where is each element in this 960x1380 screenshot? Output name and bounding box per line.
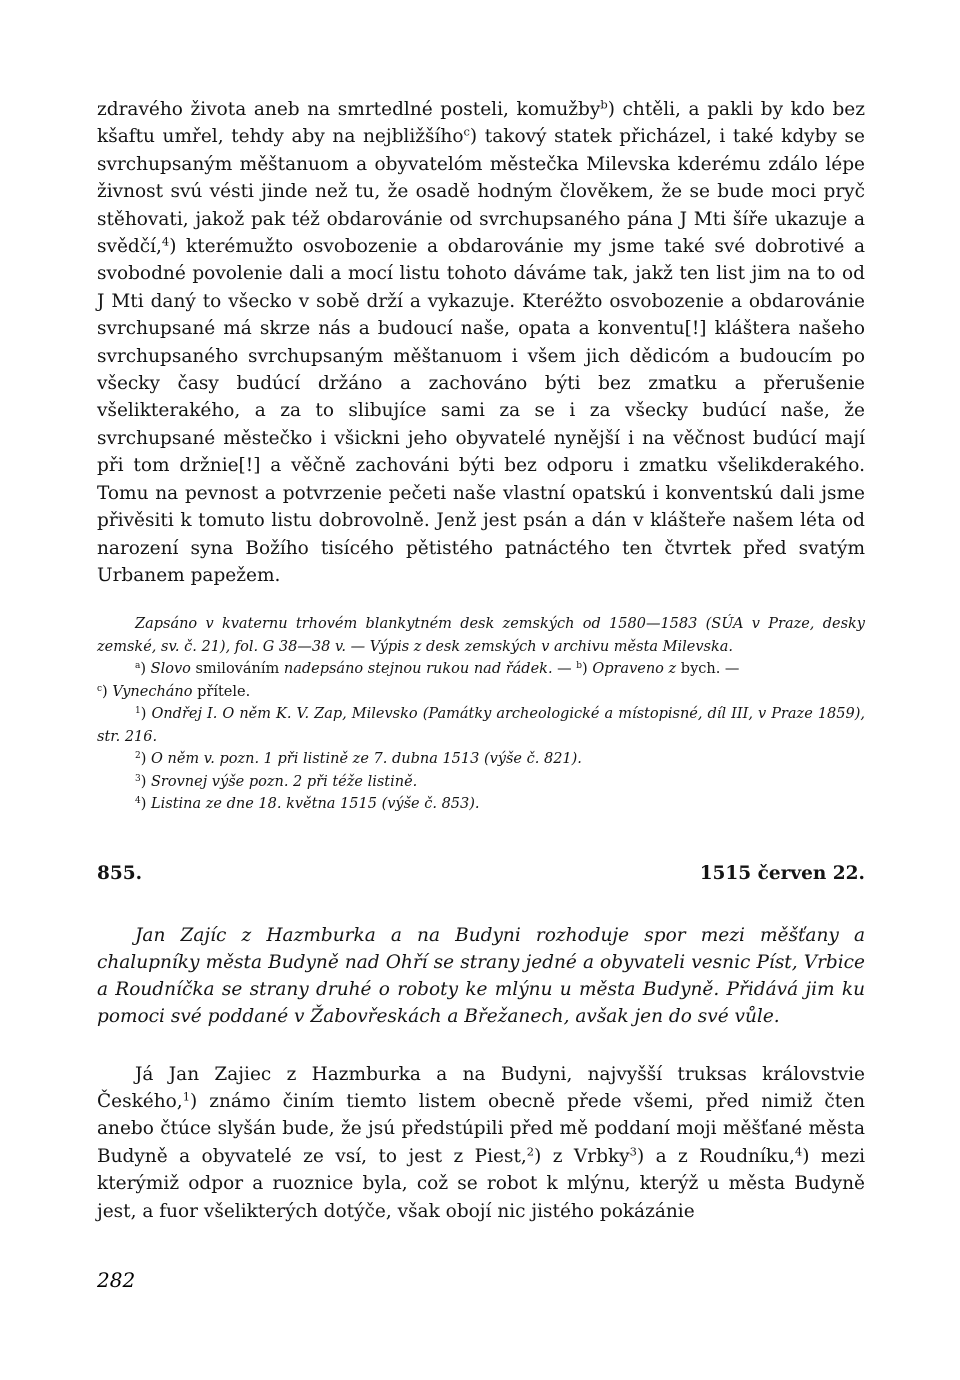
note-text: — <box>552 661 577 678</box>
page-number: 282 <box>97 1268 136 1292</box>
footnote-ref-b: b <box>600 97 608 112</box>
page <box>97 96 865 1244</box>
note-text: Opraveno z <box>592 661 677 678</box>
footnote-ref-2: 2 <box>526 1144 535 1159</box>
note-mark: 3 <box>135 773 141 784</box>
note-text: nadepsáno stejnou rukou nad řádek. <box>283 661 553 678</box>
note-mark: a <box>135 661 141 672</box>
note-text: Slovo <box>150 661 191 678</box>
footnote-3: $^3$) Srovnej výše pozn. 2 při téže listině. <box>135 773 418 790</box>
footnote-ref-4: 4 <box>794 1144 803 1159</box>
note-text: smilováním <box>190 661 284 678</box>
note-text: Ondřej I. O něm K. V. Zap, Milevsko (Památky archeologické a místopisné, díl III, v Praze 1859), str. 216. <box>97 706 865 745</box>
body-text: Já Jan Zajiec z Hazmburka a na Budyni, najvyšší truksas královstvie Českého, <box>97 1063 865 1113</box>
note-mark: b <box>576 661 583 672</box>
document-heading <box>97 862 865 886</box>
main-text-part: zdravého života aneb na smrtedlné posteli, komužby <box>97 99 601 120</box>
document-date: 1515 červen 22. <box>699 862 865 884</box>
note-c: $^c$) Vynecháno přítele. <box>97 683 251 700</box>
note-text: přítele. <box>192 683 251 700</box>
note-text: Srovnej výše pozn. 2 při téže listině. <box>151 773 418 790</box>
main-text <box>97 96 865 589</box>
footnote-1: $^1$) Ondřej I. O něm K. V. Zap, Milevsko (Památky archeologické a místopisné, díl III, v Praze 1859), str. 216. <box>97 706 865 745</box>
footnote-ref-1: 1 <box>182 1089 190 1104</box>
main-text-part: ) takový statek přicházel, i také kdyby se svrchupsaným měštanuom a obyvatelóm městečka Milevska kderému zdálo lépe živnost svú vésti jinde než tu, že osadě hodným člověkem, že se bude moci pryč stěhovati, jakož pak též obdarovánie od svrchupsaného pána J Mti šíře ukazuje a svědčí, <box>97 126 865 258</box>
footnote-ref-c: c <box>463 125 470 140</box>
note-a-b: $^a$) Slovo smilováním nadepsáno stejnou rukou nad řádek. — $^b$) Opraveno z bych. — <box>135 661 740 678</box>
body-text: ) mezi kterýmiž odpor a ruoznice byla, což se robot k mlýnu, kterýž u města Budyně jest, a fuor všelikterých dotýče, však obojí nic jistého pokázánie <box>97 1145 865 1222</box>
body-text: ) a z Roudníku, <box>636 1145 795 1167</box>
main-text-part: ) chtěli, a pakli by kdo bez kšaftu umřel, tehdy aby na nejbližšího <box>97 99 865 148</box>
document-number: 855. <box>97 862 143 884</box>
note-text: Vynecháno <box>112 683 193 700</box>
body-text: ) z Vrbky <box>534 1145 630 1167</box>
footnote-4: $^4$) Listina ze dne 18. května 1515 (výše č. 853). <box>135 796 480 813</box>
apparatus-notes <box>97 613 865 816</box>
note-mark: 1 <box>135 706 141 717</box>
note-mark: 4 <box>135 796 141 807</box>
note-text: O něm v. pozn. 1 při listině ze 7. dubna 1513 (výše č. 821). <box>151 751 582 768</box>
note-mark: 2 <box>135 751 141 762</box>
footnote-ref-3: 3 <box>629 1144 637 1159</box>
note-text: bych. — <box>676 661 740 678</box>
source-note: Zapsáno v kvaternu trhovém blankytném desk zemských od 1580—1583 (SÚA v Praze, desky zemské, sv. č. 21), fol. G 38—38 v. — Výpis z desk zemských v archivu města Milevska. <box>97 616 865 655</box>
footnote-2: $^2$) O něm v. pozn. 1 při listině ze 7. dubna 1513 (výše č. 821). <box>135 751 582 768</box>
body-text: ) známo činím tiemto listem obecně přede všemi, před nimiž čten anebo čtúce slyšán bude, že jsú předstúpili před mě poddaní moji měšťané města Budyně a obyvatelé ze vsí, to jest z Piest, <box>97 1091 865 1167</box>
document-body <box>97 1061 865 1225</box>
note-text: Listina ze dne 18. května 1515 (výše č. 853). <box>151 796 480 813</box>
footnote-ref-4: 4 <box>161 234 170 249</box>
regest: Jan Zajíc z Hazmburka a na Budyni rozhoduje spor mezi měšťany a chalupníky města Budyně nad Ohří se strany jedné a obyvateli vesnic Píst, Vrbice a Roudníčka se strany druhé o roboty ke mlýnu u města Budyně. Přidává jim ku pomoci své poddané v Žabovřeskách a Břežanech, avšak jen do své vůle. <box>97 924 865 1028</box>
main-text-part: ) kterémužto osvobozenie a obdarovánie my jsme také své dobrotivé a svobodné povolenie dali a mocí listu tohoto dáváme tak, jakž ten list jim na to od J Mti daný to všecko v sobě drží a vykazuje. Kteréžto osvobozenie a obdarovánie svrchupsané má skrze nás a budoucí naše, opata a konventu[!] kláštera našeho svrchupsaného svrchupsaným měštanuom i všem jich dědicóm a budoucím po všecky časy budúcí držáno a zachováno býti bez zmatku a přerušenie všelikterakého, a za to slibujíce sami za se i za všecky budúcí naše, že svrchupsané městečko i všickni jeho obyvatelé nynější i na věčnost budúcí mají při tom držnie[!] a věčně zachováni býti bez odporu i zmatku všelikderakého. Tomu na pevnost a potvrzenie pečeti naše vlastní opatskú i konventskú dali jsme přivěsiti k tomuto listu dobrovolně. Jenž jest psán a dán v klášteře našem léta od narození syna Božího tisícého pětistého patnáctého ten čtvrtek před svatým Urbanem papežem. <box>97 236 865 586</box>
note-mark: c <box>97 683 103 694</box>
